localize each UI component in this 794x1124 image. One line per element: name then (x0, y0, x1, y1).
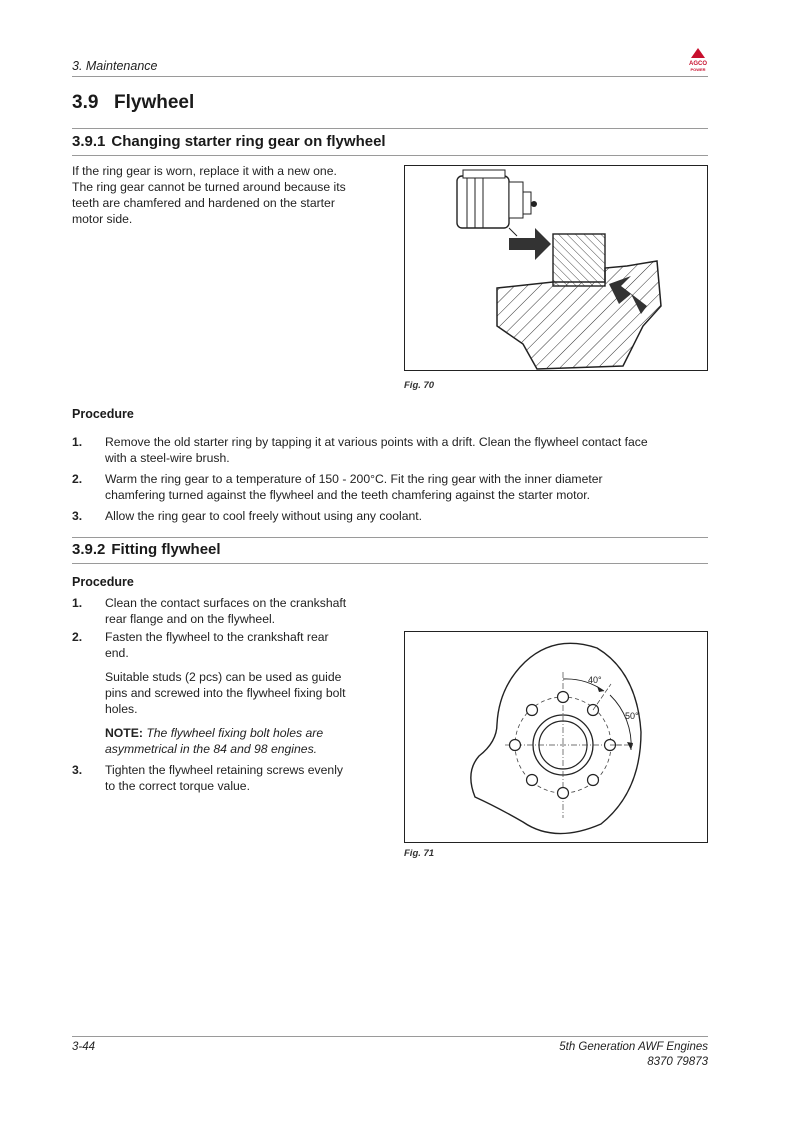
sub2-step-3 (72, 762, 392, 794)
sub1-title (72, 133, 386, 150)
step-number: 2. (72, 472, 83, 486)
arrow-right-icon (509, 228, 551, 260)
logo-text-agco: AGCO (689, 61, 707, 67)
step-line: Suitable studs (2 pcs) can be used as guide (105, 670, 342, 684)
footer-page-number: 3-44 (72, 1041, 96, 1053)
sub1-title-text: Changing starter ring gear on flywheel (111, 133, 386, 150)
footer-rule (72, 1036, 708, 1037)
sub1-bottom-rule (72, 155, 708, 156)
logo-text-power: POWER (690, 67, 706, 72)
intro-line: If the ring gear is worn, replace it with a new one. (72, 164, 337, 178)
sub1-step-3 (72, 508, 708, 524)
agco-power-logo (684, 46, 712, 74)
step-line: chamfering turned against the flywheel and the teeth chamfering against the starter motor. (105, 488, 591, 502)
sub2-step-1 (72, 595, 392, 627)
step-number: 1. (72, 596, 83, 610)
step-line: Fasten the flywheel to the crankshaft rear (105, 630, 329, 644)
section-number: 3.9 (72, 92, 99, 113)
sub2-procedure-heading: Procedure (72, 575, 134, 589)
step-line: holes. (105, 702, 138, 716)
sub1-intro (72, 163, 346, 227)
header-rule (72, 76, 708, 77)
section-title-text: Flywheel (114, 92, 195, 113)
step-number: 3. (72, 509, 83, 523)
figure-71-flywheel-bolt-pattern (404, 631, 708, 843)
sub2-title (72, 541, 221, 558)
sub2-bottom-rule (72, 563, 708, 564)
sub2-title-text: Fitting flywheel (111, 541, 221, 558)
sub2-top-rule (72, 537, 708, 538)
section-title (72, 92, 194, 114)
sub2-step-2-detail (72, 669, 392, 717)
step-line: end. (105, 646, 129, 660)
sub1-step-1 (72, 434, 708, 466)
figure-70-caption: Fig. 70 (404, 380, 435, 391)
step-line: Clean the contact surfaces on the crankshaft (105, 596, 347, 610)
figure-71-caption: Fig. 71 (404, 848, 435, 859)
running-header: 3. Maintenance (72, 59, 158, 73)
step-line: rear flange and on the flywheel. (105, 612, 276, 626)
step-line: Remove the old starter ring by tapping it at various points with a drift. Clean the flywheel contact face (105, 435, 648, 449)
angle-label-40: 40° (588, 675, 602, 685)
sub2-note (72, 725, 392, 757)
sub2-step-2 (72, 629, 392, 661)
angle-label-50: 50° (625, 711, 639, 721)
intro-line: motor side. (72, 212, 133, 226)
step-number: 2. (72, 630, 83, 644)
step-number: 3. (72, 763, 83, 777)
figure-70-ring-gear (404, 165, 708, 371)
sub1-procedure-heading: Procedure (72, 407, 134, 421)
step-line: to the correct torque value. (105, 779, 250, 793)
step-line: Warm the ring gear to a temperature of 150 - 200°C. Fit the ring gear with the inner diameter (105, 472, 603, 486)
intro-line: teeth are chamfered and hardened on the starter (72, 196, 335, 210)
sub1-number: 3.9.1 (72, 133, 106, 150)
flywheel-outline (471, 643, 641, 833)
sub1-top-rule (72, 128, 708, 129)
sub2-number: 3.9.2 (72, 541, 106, 558)
step-line: with a steel-wire brush. (105, 451, 230, 465)
step-line: Tighten the flywheel retaining screws evenly (105, 763, 344, 777)
note-line: asymmetrical in the 84 and 98 engines. (105, 742, 318, 756)
ring-gear-tooth (553, 234, 605, 286)
starter-motor-drawing (457, 170, 537, 236)
step-line: Allow the ring gear to cool freely without using any coolant. (105, 509, 423, 523)
intro-line: The ring gear cannot be turned around because its (72, 180, 346, 194)
step-line: pins and screwed into the flywheel fixing bolt (105, 686, 346, 700)
note-label: NOTE: (105, 726, 143, 740)
footer-doc-number: 8370 79873 (647, 1056, 708, 1068)
footer-title: 5th Generation AWF Engines (559, 1041, 708, 1053)
step-number: 1. (72, 435, 83, 449)
sub1-step-2 (72, 471, 708, 503)
note-line: The flywheel fixing bolt holes are (146, 726, 324, 740)
